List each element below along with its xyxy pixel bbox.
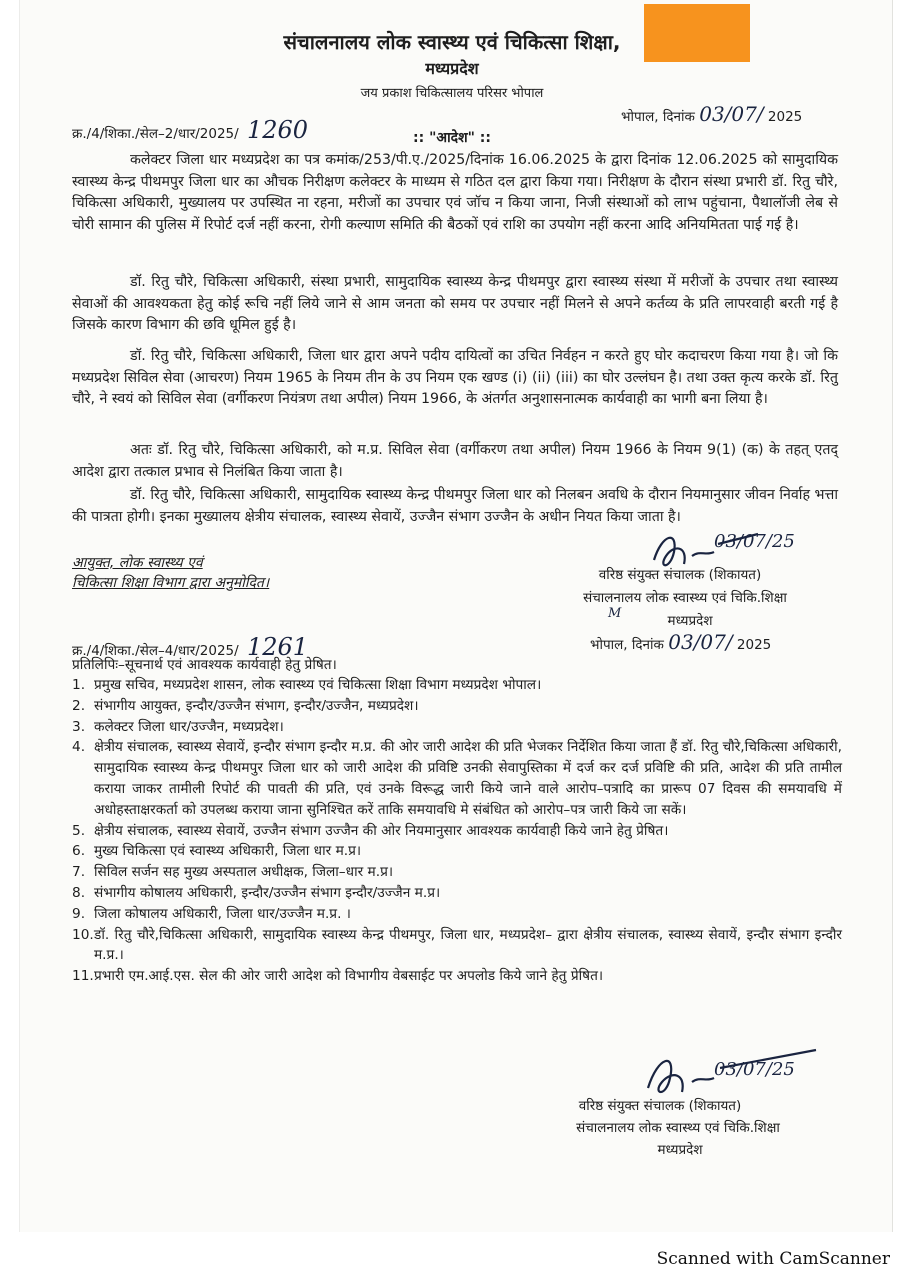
copy-date xyxy=(590,630,771,654)
copy-item: 3. कलेक्टर जिला धार/उज्जैन, मध्यप्रदेश। xyxy=(72,718,284,735)
copy-item: 10. डॉ. रितु चौरे,चिकित्सा अधिकारी, सामुदायिक स्वास्थ्य केन्द्र पीथमपुर, जिला धार, मध्यप्रदेश– द्वारा क्षेत्रीय संचालक, स्वास्थ्य सेवायें, इन्दौर संभाग इन्दौर म.प्र.। xyxy=(72,926,842,964)
signatory-2-designation: वरिष्ठ संयुक्त संचालक (शिकायत) xyxy=(578,1098,742,1114)
copy-item: 1. प्रमुख सचिव, मध्यप्रदेश शासन, लोक स्वास्थ्य एवं चिकित्सा शिक्षा विभाग मध्यप्रदेश भोपाल। xyxy=(72,677,542,693)
date-prefix: भोपाल, दिनांक xyxy=(621,109,695,125)
copy-number-handwritten: 1261 xyxy=(246,633,309,661)
copy-list xyxy=(72,675,842,987)
signatory-1-state: मध्यप्रदेश xyxy=(667,613,713,629)
copy-item: 4. क्षेत्रीय संचालक, स्वास्थ्य सेवायें, इन्दौर संभाग इन्दौर म.प्र. की ओर जारी आदेश की प्रति भेजकर निर्देशित किया जाता हैं डॉ. रितु चौरे,चिकित्सा अधिकारी, सामुदायिक स्वास्थ्य केन्द्र पीथमपुर जिला धार को जारी आदेश की प्रविष्टि उनकी सेवापुस्तिका में दर्ज कर दर्ज प्रविष्टि की प्रति, आदेश की प्रति तामील कराया जाकर तामीली रिपोर्ट की पावती की प्रति, एवं उनके विरूद्ध जारी किये जाने वाले आरोप–पत्रादि का प्रारूप 07 दिवस की समयावधि में अधोहस्ताक्षरकर्ता को उपलब्ध कराया जाना सुनिश्चित करें ताकि समयावधि मे संबंधित को आरोप–पत्र जारी किये जा सकें। xyxy=(72,739,842,818)
order-paragraph-2: डॉ. रितु चौरे, चिकित्सा अधिकारी, संस्था प्रभारी, सामुदायिक स्वास्थ्य केन्द्र पीथमपुर द्वारा स्वास्थ्य संस्था में मरीजों के उपचार तथा स्वास्थ्य सेवाओं की आवश्यकता हेतु कोई रूचि नहीं लिये जाने से आम जनता को समय पर उपचार नहीं मिलने से अपने कर्तव्य के प्रति लापरवाही बरती गई है जिसके कारण विभाग की छवि धूमिल हुई है। xyxy=(72,274,838,334)
office-state: मध्यप्रदेश xyxy=(425,59,479,78)
copy-item: 6. मुख्य चिकित्सा एवं स्वास्थ्य अधिकारी, जिला धार म.प्र। xyxy=(72,843,362,860)
signatory-2-state: मध्यप्रदेश xyxy=(657,1142,703,1158)
copy-date-handwritten: 03/07/ xyxy=(668,630,733,654)
copy-date-prefix: भोपाल, दिनांक xyxy=(590,637,664,653)
order-number-handwritten: 1260 xyxy=(246,116,309,144)
date-handwritten: 03/07/ xyxy=(699,102,764,126)
copy-item: 5. क्षेत्रीय संचालक, स्वास्थ्य सेवायें, उज्जैन संभाग उज्जैन की ओर नियमानुसार आवश्यक कार्यवाही किये जाने हेतु प्रेषित। xyxy=(72,822,669,839)
order-paragraph-4: अतः डॉ. रितु चौरे, चिकित्सा अधिकारी, को म.प्र. सिविल सेवा (वर्गीकरण तथा अपील) नियम 1966 के नियम 9(1) (क) के तहत् एतद् आदेश द्वारा तत्काल प्रभाव से निलंबित किया जाता है। xyxy=(72,442,838,480)
signature-2-date: 03/07/25 xyxy=(714,1059,795,1080)
signatory-2-office: संचालनालय लोक स्वास्थ्य एवं चिकि.शिक्षा xyxy=(576,1120,780,1136)
copy-item: 8. संभागीय कोषालय अधिकारी, इन्दौर/उज्जैन संभाग इन्दौर/उज्जैन म.प्र। xyxy=(72,884,441,901)
copy-intro: प्रतिलिपिः–सूचनार्थ एवं आवश्यक कार्यवाही हेतु प्रेषित। xyxy=(72,657,337,673)
copy-date-year: 2025 xyxy=(736,637,772,653)
signatory-1-designation: वरिष्ठ संयुक्त संचालक (शिकायत) xyxy=(598,567,762,583)
order-paragraph-3: डॉ. रितु चौरे, चिकित्सा अधिकारी, जिला धार द्वारा अपने पदीय दायित्वों का उचित निर्वहन न करते हुए घोर कदाचरण किया गया है। जो कि मध्यप्रदेश सिविल सेवा (आचरण) नियम 1965 के नियम तीन के उप नियम एक खण्ड (i) (ii) (iii) का घोर उल्लंघन है। तथा उक्त कृत्य करके डॉ. रितु चौरे, ने स्वयं को सिविल सेवा (वर्गीकरण नियंत्रण तथा अपील) नियम 1966, के अंतर्गत अनुशासनात्मक कार्यवाही का भागी बना लिया है। xyxy=(72,348,838,408)
approval-line-2: चिकित्सा शिक्षा विभाग द्वारा अनुमोदित। xyxy=(72,575,270,591)
order-paragraph-1: कलेक्टर जिला धार मध्यप्रदेश का पत्र कमांक/253/पी.ए./2025/दिनांक 16.06.2025 के द्वारा दिनांक 12.06.2025 को सामुदायिक स्वास्थ्य केन्द्र पीथमपुर जिला धार का औचक निरीक्षण कलेक्टर के माध्यम से गठित दल द्वारा किया गया। निरीक्षण के दौरान संस्था प्रभारी डॉ. रितु चौरे, चिकित्सा अधिकारी, मुख्यालय पर उपस्थित ना रहना, मरीजों का उपचार एवं जॉच न किया जाना, निजी संस्थाओं को लाभ पहुंचाना, पैथालॉजी लेब से चोरी सामान की पुलिस में रिपोर्ट दर्ज नहीं करना, रोगी कल्याण समिति की बैठकों एवं राशि का उपयोग नहीं करना आदि अनियमितता पाई गई है। xyxy=(72,152,838,233)
date-year: 2025 xyxy=(767,109,803,125)
order-date xyxy=(621,102,802,126)
order-paragraph-5: डॉ. रितु चौरे, चिकित्सा अधिकारी, सामुदायिक स्वास्थ्य केन्द्र पीथमपुर जिला धार को निलबन अवधि के दौरान नियमानुसार जीवन निर्वाह भत्ता की पात्रता होगी। इनका मुख्यालय क्षेत्रीय संचालक, स्वास्थ्य सेवायें, उज्जैन संभाग उज्जैन के अधीन नियत किया जाता है। xyxy=(72,487,838,525)
copy-item: 9. जिला कोषालय अधिकारी, जिला धार/उज्जैन म.प्र. । xyxy=(72,905,351,922)
copy-item: 7. सिविल सर्जन सह मुख्य अस्पताल अधीक्षक, जिला–धार म.प्र। xyxy=(72,864,394,881)
initials-1: M xyxy=(608,606,622,621)
order-reference-prefix: क्र./4/शिका./सेल–2/धार/2025/ xyxy=(72,126,239,142)
copy-reference-prefix: क्र./4/शिका./सेल–4/धार/2025/ xyxy=(72,643,239,659)
copy-item: 2. संभागीय आयुक्त, इन्दौर/उज्जैन संभाग, इन्दौर/उज्जैन, मध्यप्रदेश। xyxy=(72,697,419,714)
office-title: संचालनालय लोक स्वास्थ्य एवं चिकित्सा शिक्षा, xyxy=(283,30,621,54)
copy-item: 11. प्रभारी एम.आई.एस. सेल की ओर जारी आदेश को विभागीय वेबसाईट पर अपलोड किये जाने हेतु प्रेषित। xyxy=(72,968,604,985)
office-address: जय प्रकाश चिकित्सालय परिसर भोपाल xyxy=(360,86,544,101)
order-heading: :: "आदेश" :: xyxy=(413,130,491,146)
approval-line-1: आयुक्त, लोक स्वास्थ्य एवं xyxy=(72,555,203,571)
scanner-watermark: Scanned with CamScanner xyxy=(656,1249,890,1269)
signature-1-date: 03/07/25 xyxy=(714,531,795,552)
signatory-1-office: संचालनालय लोक स्वास्थ्य एवं चिकि.शिक्षा xyxy=(583,590,787,606)
